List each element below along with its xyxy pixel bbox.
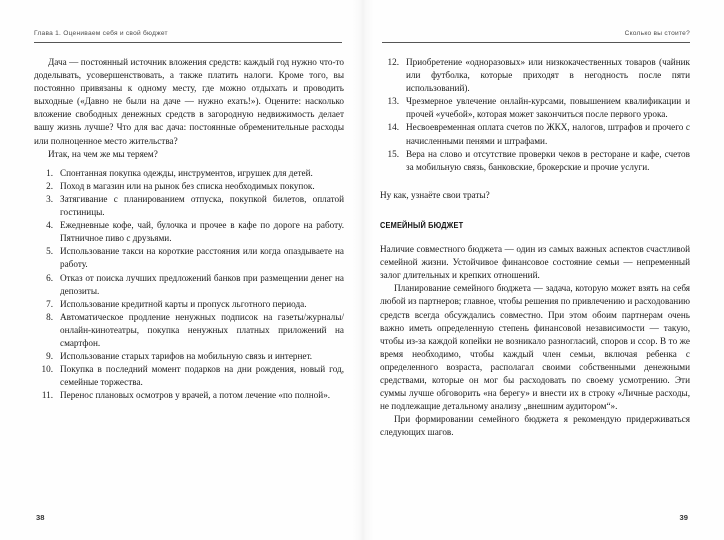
list-item-text: Приобретение «одноразовых» или низкокачественных товаров (чайник или футболка, которые приходят в негодность после пяти использований). <box>406 57 690 94</box>
right-page <box>362 0 724 540</box>
list-item <box>34 389 344 402</box>
list-item-text: Перенос плановых осмотров у врачей, а потом лечение «по полной». <box>60 390 331 401</box>
loss-sources-list <box>34 167 344 403</box>
list-item <box>34 245 344 271</box>
running-head-left: Глава 1. Оцениваем себя и свой бюджет <box>34 30 168 37</box>
list-item <box>34 193 344 219</box>
list-item-number: 9. <box>46 351 53 362</box>
list-item-number: 10. <box>41 364 53 375</box>
list-item-text: Поход в магазин или на рынок без списка необходимых покупок. <box>60 180 315 191</box>
list-item-number: 12. <box>387 57 399 67</box>
list-item-text: Использование старых тарифов на мобильную связь и интернет. <box>60 351 313 362</box>
loss-sources-list-continued <box>380 56 690 174</box>
list-item <box>34 350 344 363</box>
paragraph: Планирование семейного бюджета — задача, которую может взять на себя любой из партнеров; главное, чтобы решения по привлечению и расходованию средств всегда обсуждались совместно. При этом обоим партнерам очень важно иметь определенную степень финансовой независимости — такую, чтобы из-за каждой копейки не возникало разногласий, споров и ссор. В то же время необходимо, чтобы каждый член семьи, включая ребенка с определенного возраста, располагал своими собственными денежными средствами, которые он мог бы расходовать по своему усмотрению. Эти суммы лучше обговорить «на берегу» и внести их в строку «Личные расходы, не подлежащие детальному анализу „внешним аудитором“». <box>380 283 690 412</box>
list-item-number: 4. <box>46 220 53 231</box>
closing-question: Ну как, узнаёте свои траты? <box>380 189 490 200</box>
list-item-number: 3. <box>46 193 53 204</box>
spacer <box>380 174 690 189</box>
header-rule-right <box>382 42 690 43</box>
list-item-text: Использование такси на короткие расстояния или когда опаздываете на работу. <box>60 246 344 270</box>
list-item-number: 5. <box>46 246 53 257</box>
list-item <box>34 219 344 245</box>
list-item <box>380 148 690 174</box>
list-item <box>380 56 690 95</box>
paragraph: При формировании семейного бюджета я рекомендую придерживаться следующих шагов. <box>380 414 690 438</box>
list-item <box>34 298 344 311</box>
page-number-left: 38 <box>36 513 45 522</box>
header-rule-left <box>34 42 342 43</box>
list-item-text: Вера на слово и отсутствие проверки чеков в ресторане и кафе, счетов за мобильную связь, банковские, брокерские и прочие услуги. <box>406 148 690 172</box>
list-item <box>380 121 690 147</box>
list-item-number: 2. <box>46 180 53 191</box>
list-item-text: Спонтанная покупка одежды, инструментов, игрушек для детей. <box>60 167 313 178</box>
list-item <box>34 363 344 389</box>
list-item-number: 1. <box>46 167 53 178</box>
list-item-number: 15. <box>387 148 399 159</box>
list-item-text: Использование кредитной карты и пропуск льготного периода. <box>60 298 307 309</box>
page-number-right: 39 <box>679 513 688 522</box>
list-item-text: Ежедневные кофе, чай, булочка и прочее в кафе по дороге на работу. Пятничное пиво с друзьями. <box>60 220 344 244</box>
paragraph: Наличие совместного бюджета — один из самых важных аспектов счастливой семейной жизни. Устойчивое финансовое состояние семьи — непременный залог длительных и крепких отношений. <box>380 244 690 281</box>
spacer <box>380 232 690 243</box>
running-head-right: Сколько вы стоите? <box>624 30 690 37</box>
list-item-number: 7. <box>46 298 53 309</box>
list-item-text: Затягивание с планированием отпуска, покупкой билетов, оплатой гостиницы. <box>60 193 344 218</box>
list-item-number: 6. <box>46 272 53 283</box>
list-item-text: Несвоевременная оплата счетов по ЖКХ, налогов, штрафов и прочего с начисленными пенями и штрафами. <box>406 122 690 146</box>
list-item-text: Отказ от поиска лучших предложений банков при размещении денег на депозиты. <box>60 272 344 296</box>
list-item-number: 14. <box>387 122 399 133</box>
left-page-body <box>34 56 344 402</box>
list-item-number: 13. <box>387 96 399 107</box>
paragraph: Дача — постоянный источник вложения средств: каждый год нужно что-то доделывать, усовершенствовать, а также платить налоги. Кроме того, вы постоянно привязаны к одному месту, где можно отдыхать и проводить выходные («Давно не были на даче — нужно ехать!»). Оцените: насколько вложение свободных денежных средств в загородную недвижимость делает вашу жизнь лучше? Что для вас дача: постоянные обременительные расходы или полноценное место жительства? <box>34 57 344 146</box>
list-item-text: Автоматическое продление ненужных подписок на газеты/журналы/онлайн-кинотеатры, покупка ненужных платных приложений на смартфон. <box>60 311 344 348</box>
paragraph: Итак, на чем же мы теряем? <box>48 148 158 159</box>
list-item <box>380 95 690 121</box>
section-heading: СЕМЕЙНЫЙ БЮДЖЕТ <box>380 219 464 230</box>
list-item <box>34 311 344 350</box>
list-item-number: 8. <box>46 311 53 322</box>
list-item-number: 11. <box>41 390 53 401</box>
list-item <box>34 180 344 193</box>
list-item-text: Чрезмерное увлечение онлайн-курсами, повышением квалификации и прочей «учебой», которая может закончиться после первого урока. <box>406 96 690 120</box>
list-item-text: Покупка в последний момент подарков на дни рождения, новый год, семейные торжества. <box>60 364 344 388</box>
list-item <box>34 167 344 180</box>
list-item <box>34 272 344 298</box>
right-page-body <box>380 56 690 439</box>
